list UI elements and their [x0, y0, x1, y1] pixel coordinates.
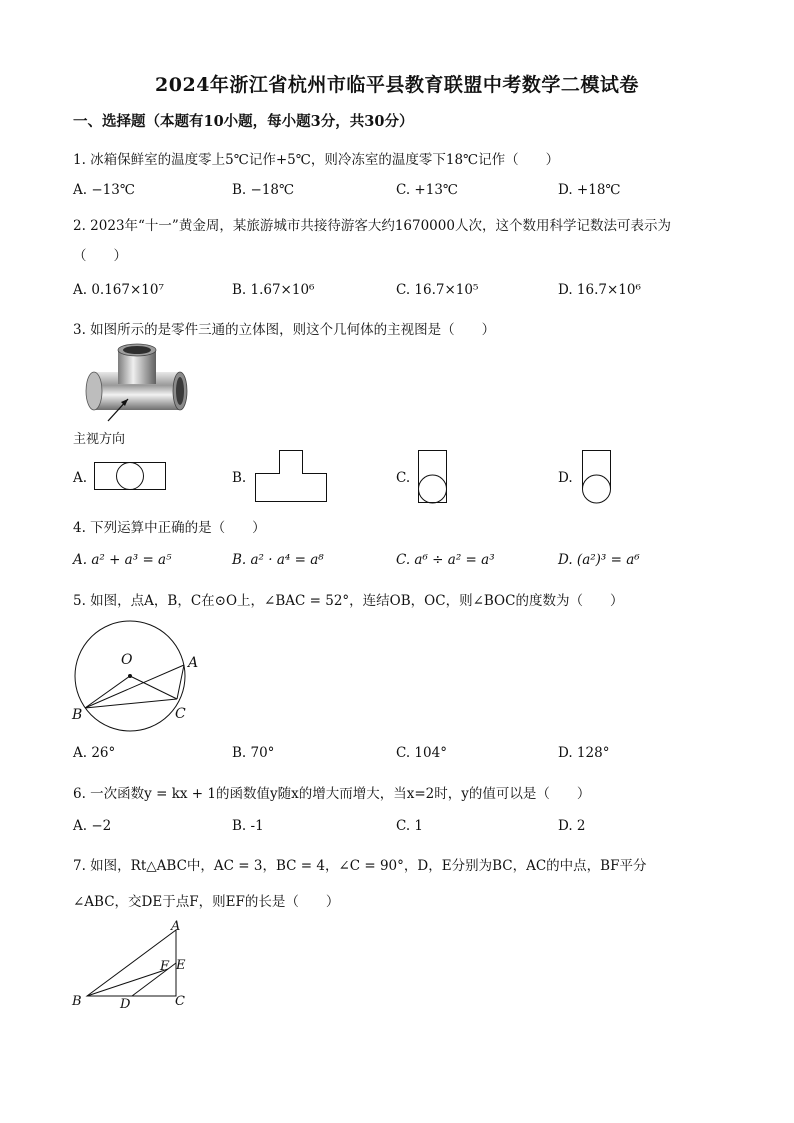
question-4-option-d: D. (a²)³ = a⁶	[558, 552, 640, 568]
question-5-stem: 5. 如图，点A，B，C在⊙O上，∠BAC = 52°，连结OB，OC，则∠BOC的度数为（ ）	[73, 593, 624, 609]
question-4-stem: 4. 下列运算中正确的是（ ）	[73, 520, 266, 536]
question-1-option-a: A. −13℃	[73, 182, 135, 198]
page-title: 2024年浙江省杭州市临平县教育联盟中考数学二模试卷	[155, 74, 639, 96]
question-4-option-c: C. a⁶ ÷ a² = a³	[396, 552, 495, 568]
question-1-stem: 1. 冰箱保鲜室的温度零上5℃记作+5℃，则冷冻室的温度零下18℃记作（ ）	[73, 152, 560, 168]
question-6-option-a: A. −2	[73, 818, 112, 834]
question-5-option-d: D. 128°	[558, 745, 610, 761]
point-a-label: A	[188, 655, 199, 671]
question-2-option-d: D. 16.7×10⁶	[558, 282, 641, 298]
question-3-option-a-label: A.	[73, 470, 88, 486]
question-2-option-c: C. 16.7×10⁵	[396, 282, 479, 298]
question-2-stem-line2: （ ）	[73, 248, 127, 264]
view-direction-caption: 主视方向	[73, 432, 126, 447]
triangle-point-d-label: D	[120, 997, 131, 1012]
question-5-option-b: B. 70°	[232, 745, 275, 761]
question-6-option-b: B. -1	[232, 818, 264, 834]
question-3-option-b-label: B.	[232, 470, 247, 486]
question-2-option-a: A. 0.167×10⁷	[73, 282, 164, 298]
point-o-label: O	[121, 652, 133, 668]
point-c-label: C	[175, 706, 186, 722]
question-4-option-b: B. a² · a⁴ = a⁸	[232, 552, 324, 568]
question-3-option-c-figure	[418, 450, 448, 504]
triangle-point-b-label: B	[72, 994, 82, 1009]
question-5-option-c: C. 104°	[396, 745, 447, 761]
question-3-stem: 3. 如图所示的是零件三通的立体图，则这个几何体的主视图是（ ）	[73, 322, 496, 338]
question-1-option-c: C. +13℃	[396, 182, 459, 198]
question-1-option-b: B. −18℃	[232, 182, 295, 198]
triangle-point-a-label: A	[171, 919, 181, 934]
question-3-option-b-figure	[255, 450, 327, 502]
question-7-stem-line2: ∠ABC，交DE于点F，则EF的长是（ ）	[73, 894, 340, 910]
triangle-point-e-label: E	[176, 958, 186, 973]
section-heading: 一、选择题（本题有10小题，每小题3分，共30分）	[73, 113, 414, 130]
question-6-option-d: D. 2	[558, 818, 586, 834]
question-3-option-d-figure	[582, 450, 612, 504]
question-4-option-a: A. a² + a³ = a⁵	[73, 552, 172, 568]
triangle-point-c-label: C	[175, 994, 185, 1009]
question-5-option-a: A. 26°	[73, 745, 116, 761]
question-1-option-d: D. +18℃	[558, 182, 621, 198]
question-2-stem-line1: 2. 2023年“十一”黄金周，某旅游城市共接待游客大约1670000人次，这个数用科学记数法可表示为	[73, 218, 671, 234]
question-7-stem-line1: 7. 如图，Rt△ABC中，AC = 3，BC = 4，∠C = 90°，D，E分别为BC，AC的中点，BF平分	[73, 858, 647, 874]
question-3-option-c-label: C.	[396, 470, 411, 486]
point-b-label: B	[72, 707, 83, 723]
question-3-option-a-figure	[94, 462, 166, 490]
pipe-tee-figure	[80, 342, 190, 432]
question-6-stem: 6. 一次函数y = kx + 1的函数值y随x的增大而增大，当x=2时，y的值可以是（ ）	[73, 786, 591, 802]
question-2-option-b: B. 1.67×10⁶	[232, 282, 315, 298]
question-6-option-c: C. 1	[396, 818, 424, 834]
triangle-point-f-label: F	[160, 959, 170, 974]
question-3-option-d-label: D.	[558, 470, 573, 486]
